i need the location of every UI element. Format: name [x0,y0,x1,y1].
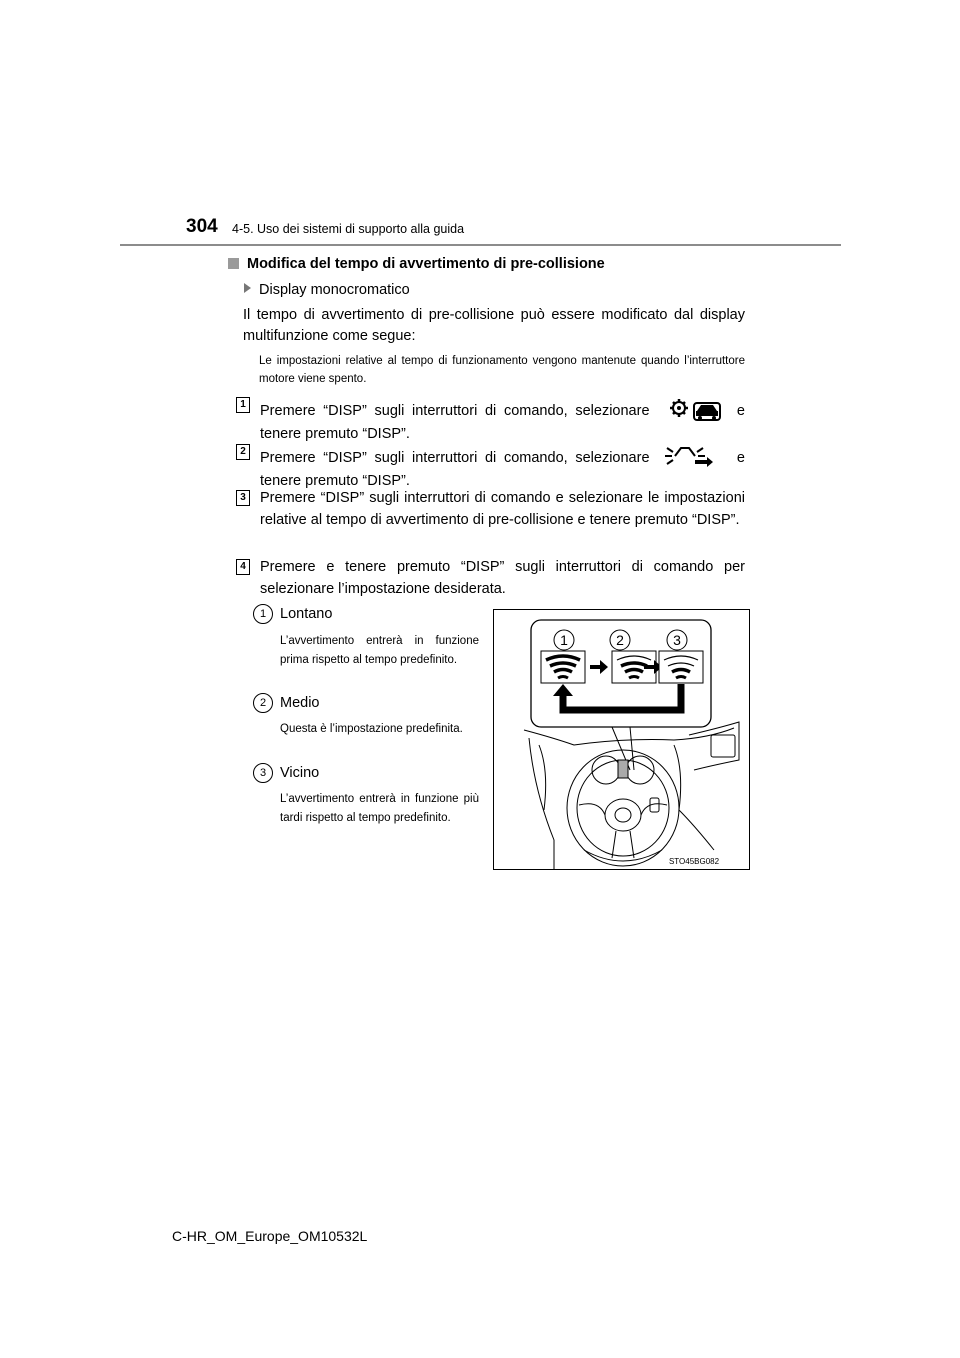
figure-code: STO45BG082 [668,857,720,866]
step-1-text-after: e tenere premuto “DISP”. [260,403,745,442]
pre-collision-icon [661,444,725,470]
figure-label: 3 [673,632,681,648]
option-description: L’avvertimento entrerà in funzione più tardi rispetto al tempo predefinito. [280,793,479,824]
sub-heading-text: Display monocromatico [259,282,410,298]
step-number: 2 [236,444,250,460]
step-2-text-before: Premere “DISP” sugli interruttori di comando, selezionare [260,450,650,466]
option-title: Medio [280,695,320,711]
display-far-icon [541,651,585,683]
display-near-icon [659,651,703,683]
option-number: 1 [253,604,273,624]
option-description: L’avvertimento entrerà in funzione prima rispetto al tempo predefinito. [280,635,479,666]
step-number: 1 [236,397,250,413]
step-3-text: Premere “DISP” sugli interruttori di comando e selezionare le impostazioni relative al tempo di avvertimento di pre-collisione e tenere premuto “DISP”. [260,490,745,528]
header-divider [120,244,841,246]
option-number: 2 [253,693,273,713]
option-description: Questa è l’impostazione predefinita. [280,723,463,735]
vehicle-settings-icon [661,397,725,423]
section-header: 4-5. Uso dei sistemi di supporto alla guida [232,222,465,236]
triangle-bullet-icon [244,283,251,293]
step-number: 3 [236,490,250,506]
step-1-text [260,397,745,445]
square-bullet-icon [228,258,239,269]
intro-paragraph: Il tempo di avvertimento di pre-collisione può essere modificato dal display multifunzione come segue: [243,307,745,344]
section-title-text: Modifica del tempo di avvertimento di pre-collisione [247,256,605,272]
footer-code: C-HR_OM_Europe_OM10532L [172,1228,368,1244]
step-2-text-after: e tenere premuto “DISP”. [260,450,745,489]
option-number: 3 [253,763,273,783]
figure-label: 1 [560,632,568,648]
step-2-text [260,444,745,492]
section-title [228,256,605,272]
figure-label: 2 [616,632,624,648]
illustration-figure [493,609,750,870]
note-paragraph: Le impostazioni relative al tempo di funzionamento vengono mantenute quando l’interruttore motore viene spento. [259,355,745,385]
step-1-text-before: Premere “DISP” sugli interruttori di comando, selezionare [260,403,650,419]
step-number: 4 [236,559,250,575]
step-4-text: Premere e tenere premuto “DISP” sugli interruttori di comando per selezionare l’impostazione desiderata. [260,559,745,597]
option-title: Lontano [280,606,333,622]
sub-heading [244,282,410,298]
option-title: Vicino [280,765,320,781]
page-number: 304 [186,216,218,237]
steering-wheel-illustration [494,610,749,869]
